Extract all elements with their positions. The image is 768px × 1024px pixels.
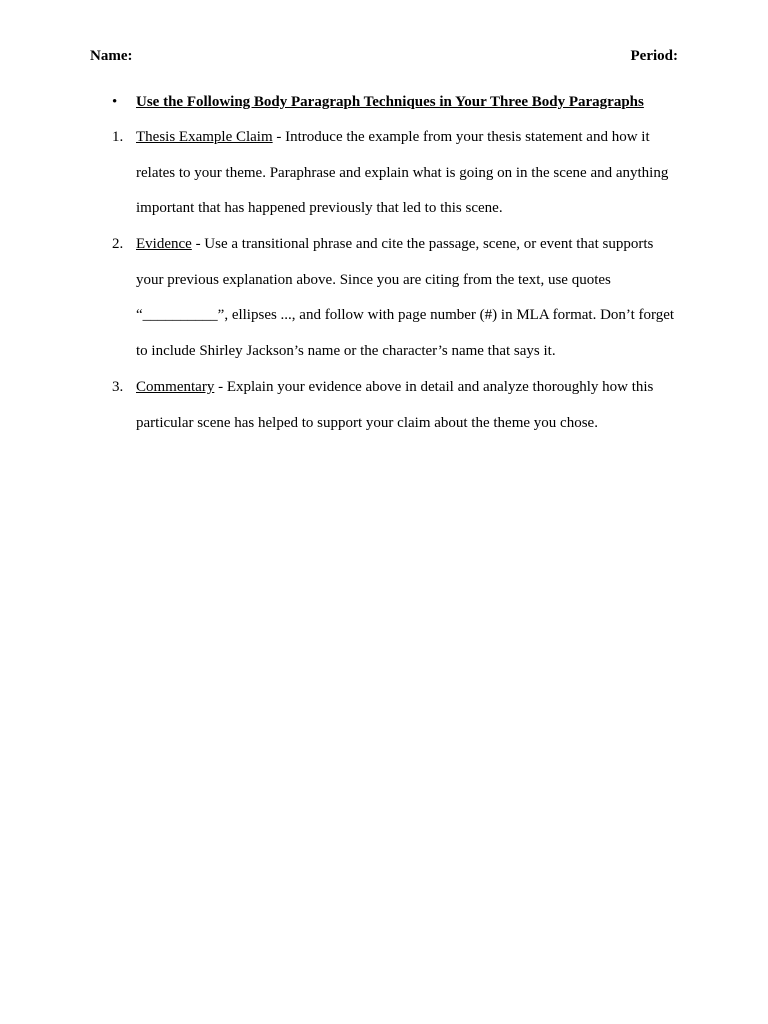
list-number: 3. [112,379,124,395]
list-item-line: important that has happened previously that led to this scene. [136,200,503,217]
period-label: Period: [630,48,678,64]
term-evidence: Evidence [136,236,192,252]
line-text: - Introduce the example from your thesis statement and how it [272,129,650,145]
line-text: - Use a transitional phrase and cite the passage, scene, or event that supports [191,236,654,252]
name-label: Name: [90,48,133,64]
list-item-line: relates to your theme. Paraphrase and explain what is going on in the scene and anything [136,164,669,181]
list-item-line [136,120,684,156]
list-item-line: your previous explanation above. Since you are citing from the text, use quotes [136,271,611,288]
list-item-line [136,370,684,406]
list-item-body [136,370,684,441]
list-number: 1. [112,129,124,145]
term-thesis-example-claim: Thesis Example Claim [136,129,273,145]
list-item-line: to include Shirley Jackson’s name or the character’s name that says it. [136,343,556,360]
list-item-body [136,120,684,227]
list-number: 2. [112,236,124,252]
list-item-line [136,227,684,263]
line-text: - Explain your evidence above in detail and analyze thoroughly how this [214,379,654,395]
section-heading-text: Use the Following Body Paragraph Techniques in Your Three Body Paragraphs [136,94,644,110]
list-item-line: “__________”, ellipses ..., and follow with page number (#) in MLA format. Don’t forget [136,307,675,324]
list-item-line: particular scene has helped to support your claim about the theme you chose. [136,414,598,431]
list-item-body [136,227,684,370]
bullet-icon: • [112,94,118,110]
term-commentary: Commentary [136,379,215,395]
